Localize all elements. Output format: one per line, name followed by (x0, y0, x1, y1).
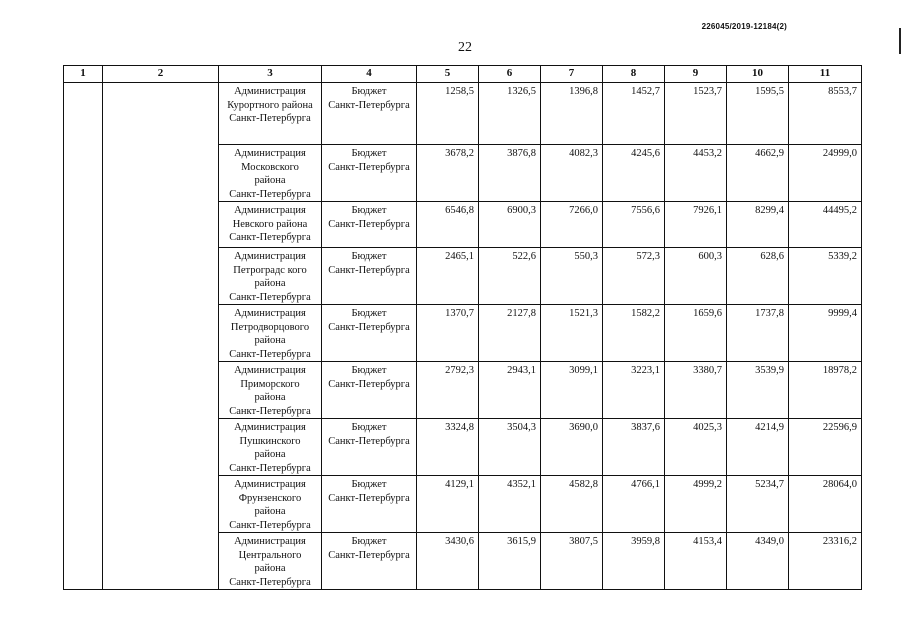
year-value-cell: 4999,2 (665, 476, 727, 533)
empty-cell-col2 (103, 476, 219, 533)
year-value-cell: 6546,8 (417, 202, 479, 248)
organization-cell (219, 362, 322, 419)
organization-line: Администрация (234, 536, 306, 547)
column-header-3: 3 (219, 66, 322, 83)
year-value-cell: 3223,1 (603, 362, 665, 419)
total-value-cell: 23316,2 (789, 533, 862, 590)
year-value-cell: 4153,4 (665, 533, 727, 590)
year-value-cell: 628,6 (727, 248, 789, 305)
organization-line: Санкт-Петербурга (229, 232, 311, 243)
total-value-cell: 28064,0 (789, 476, 862, 533)
year-value-cell: 522,6 (479, 248, 541, 305)
empty-cell-col2 (103, 83, 219, 145)
document-id: 226045/2019-12184(2) (701, 22, 787, 31)
organization-line: Санкт-Петербурга (229, 576, 311, 588)
funding-source-line: Санкт-Петербурга (328, 321, 410, 333)
organization-line: района (254, 506, 286, 517)
year-value-cell: 1396,8 (541, 83, 603, 145)
empty-cell-col1 (64, 476, 103, 533)
organization-line: Петродворцового (230, 321, 310, 333)
year-value-cell: 7556,6 (603, 202, 665, 248)
organization-line: района (254, 335, 286, 346)
year-value-cell: 3324,8 (417, 419, 479, 476)
year-value-cell: 3807,5 (541, 533, 603, 590)
funding-source-line: Санкт-Петербурга (328, 549, 410, 561)
margin-mark (899, 28, 901, 54)
funding-source-cell (322, 533, 417, 590)
funding-source-cell (322, 83, 417, 145)
year-value-cell: 3430,6 (417, 533, 479, 590)
year-value-cell: 4662,9 (727, 145, 789, 202)
funding-source-cell (322, 248, 417, 305)
organization-cell (219, 83, 322, 145)
funding-source-line: Санкт-Петербурга (328, 99, 410, 111)
empty-cell-col1 (64, 305, 103, 362)
year-value-cell: 4214,9 (727, 419, 789, 476)
organization-line: Администрация (234, 148, 306, 159)
year-value-cell: 4082,3 (541, 145, 603, 202)
organization-cell (219, 202, 322, 248)
empty-cell-col1 (64, 202, 103, 248)
organization-line: Санкт-Петербурга (229, 405, 311, 417)
column-header-10: 10 (727, 66, 789, 83)
organization-line: Санкт-Петербурга (229, 113, 311, 124)
funding-source-line: Санкт-Петербурга (328, 378, 410, 390)
year-value-cell: 6900,3 (479, 202, 541, 248)
empty-cell-col2 (103, 533, 219, 590)
page-number: 22 (458, 40, 472, 55)
year-value-cell: 8299,4 (727, 202, 789, 248)
organization-line: Администрация (234, 422, 306, 433)
year-value-cell: 4129,1 (417, 476, 479, 533)
column-header-1: 1 (64, 66, 103, 83)
header-row (64, 66, 862, 83)
year-value-cell: 7926,1 (665, 202, 727, 248)
empty-cell-col1 (64, 419, 103, 476)
organization-line: Петроградс кого (233, 264, 307, 276)
year-value-cell: 1659,6 (665, 305, 727, 362)
year-value-cell: 3690,0 (541, 419, 603, 476)
year-value-cell: 1370,7 (417, 305, 479, 362)
total-value-cell: 9999,4 (789, 305, 862, 362)
funding-source-line: Бюджет (351, 205, 387, 216)
organization-line: Санкт-Петербурга (229, 291, 311, 303)
year-value-cell: 2127,8 (479, 305, 541, 362)
funding-source-line: Бюджет (351, 251, 387, 262)
year-value-cell: 1452,7 (603, 83, 665, 145)
year-value-cell: 550,3 (541, 248, 603, 305)
organization-line: Администрация (234, 205, 306, 216)
funding-source-cell (322, 419, 417, 476)
funding-source-line: Бюджет (351, 479, 387, 490)
organization-line: Администрация (234, 86, 306, 97)
organization-line: района (254, 563, 286, 574)
table-row (64, 305, 862, 362)
column-header-8: 8 (603, 66, 665, 83)
organization-line: Санкт-Петербурга (229, 519, 311, 531)
column-header-7: 7 (541, 66, 603, 83)
funding-source-line: Бюджет (351, 422, 387, 433)
year-value-cell: 1326,5 (479, 83, 541, 145)
year-value-cell: 4582,8 (541, 476, 603, 533)
organization-line: района (254, 278, 286, 289)
year-value-cell: 3876,8 (479, 145, 541, 202)
total-value-cell: 24999,0 (789, 145, 862, 202)
organization-line: Фрунзенского (238, 492, 302, 504)
year-value-cell: 3099,1 (541, 362, 603, 419)
funding-source-cell (322, 362, 417, 419)
organization-line: Администрация (234, 308, 306, 319)
table-row (64, 145, 862, 202)
organization-cell (219, 419, 322, 476)
year-value-cell: 600,3 (665, 248, 727, 305)
total-value-cell: 18978,2 (789, 362, 862, 419)
funding-source-line: Бюджет (351, 148, 387, 159)
organization-cell (219, 476, 322, 533)
year-value-cell: 1595,5 (727, 83, 789, 145)
organization-cell (219, 145, 322, 202)
year-value-cell: 3539,9 (727, 362, 789, 419)
total-value-cell: 44495,2 (789, 202, 862, 248)
column-header-5: 5 (417, 66, 479, 83)
year-value-cell: 4245,6 (603, 145, 665, 202)
funding-source-line: Санкт-Петербурга (328, 218, 410, 230)
empty-cell-col2 (103, 419, 219, 476)
organization-line: Администрация (234, 479, 306, 490)
budget-table (63, 65, 862, 590)
empty-cell-col2 (103, 362, 219, 419)
organization-line: Пушкинского (239, 435, 301, 447)
empty-cell-col1 (64, 533, 103, 590)
organization-line: Санкт-Петербурга (229, 188, 311, 200)
year-value-cell: 5234,7 (727, 476, 789, 533)
year-value-cell: 3678,2 (417, 145, 479, 202)
funding-source-line: Бюджет (351, 365, 387, 376)
column-header-4: 4 (322, 66, 417, 83)
funding-source-cell (322, 305, 417, 362)
funding-source-line: Санкт-Петербурга (328, 492, 410, 504)
year-value-cell: 4766,1 (603, 476, 665, 533)
table-row (64, 202, 862, 248)
empty-cell-col2 (103, 248, 219, 305)
organization-line: Московского (241, 161, 299, 173)
empty-cell-col1 (64, 83, 103, 145)
organization-line: Санкт-Петербурга (229, 348, 311, 360)
organization-cell (219, 248, 322, 305)
year-value-cell: 4349,0 (727, 533, 789, 590)
year-value-cell: 1582,2 (603, 305, 665, 362)
funding-source-cell (322, 202, 417, 248)
empty-cell-col1 (64, 362, 103, 419)
organization-line: Администрация (234, 365, 306, 376)
year-value-cell: 3837,6 (603, 419, 665, 476)
year-value-cell: 3959,8 (603, 533, 665, 590)
year-value-cell: 3504,3 (479, 419, 541, 476)
year-value-cell: 4352,1 (479, 476, 541, 533)
total-value-cell: 8553,7 (789, 83, 862, 145)
funding-source-line: Санкт-Петербурга (328, 161, 410, 173)
column-header-2: 2 (103, 66, 219, 83)
funding-source-cell (322, 145, 417, 202)
organization-line: Администрация (234, 251, 306, 262)
year-value-cell: 572,3 (603, 248, 665, 305)
year-value-cell: 3380,7 (665, 362, 727, 419)
table-row (64, 362, 862, 419)
organization-cell (219, 533, 322, 590)
year-value-cell: 4453,2 (665, 145, 727, 202)
empty-cell-col2 (103, 202, 219, 248)
organization-line: района (254, 175, 286, 186)
year-value-cell: 1521,3 (541, 305, 603, 362)
total-value-cell: 22596,9 (789, 419, 862, 476)
year-value-cell: 1737,8 (727, 305, 789, 362)
total-value-cell: 5339,2 (789, 248, 862, 305)
year-value-cell: 2792,3 (417, 362, 479, 419)
year-value-cell: 2943,1 (479, 362, 541, 419)
table-row (64, 476, 862, 533)
year-value-cell: 3615,9 (479, 533, 541, 590)
table-row (64, 533, 862, 590)
column-header-9: 9 (665, 66, 727, 83)
empty-cell-col2 (103, 145, 219, 202)
funding-source-line: Бюджет (351, 86, 387, 97)
organization-line: района (254, 449, 286, 460)
year-value-cell: 2465,1 (417, 248, 479, 305)
organization-line: района (254, 392, 286, 403)
organization-line: Приморского (240, 378, 300, 390)
column-header-11: 11 (789, 66, 862, 83)
funding-source-line: Санкт-Петербурга (328, 264, 410, 276)
empty-cell-col1 (64, 145, 103, 202)
organization-line: Курортного района (227, 99, 313, 111)
table-row (64, 248, 862, 305)
empty-cell-col2 (103, 305, 219, 362)
organization-cell (219, 305, 322, 362)
column-header-6: 6 (479, 66, 541, 83)
organization-line: Центрального (238, 549, 302, 561)
year-value-cell: 1523,7 (665, 83, 727, 145)
table-row (64, 83, 862, 145)
organization-line: Невского района (232, 218, 308, 230)
table-row (64, 419, 862, 476)
funding-source-line: Бюджет (351, 536, 387, 547)
funding-source-line: Бюджет (351, 308, 387, 319)
year-value-cell: 7266,0 (541, 202, 603, 248)
year-value-cell: 1258,5 (417, 83, 479, 145)
year-value-cell: 4025,3 (665, 419, 727, 476)
funding-source-cell (322, 476, 417, 533)
funding-source-line: Санкт-Петербурга (328, 435, 410, 447)
organization-line: Санкт-Петербурга (229, 462, 311, 474)
empty-cell-col1 (64, 248, 103, 305)
